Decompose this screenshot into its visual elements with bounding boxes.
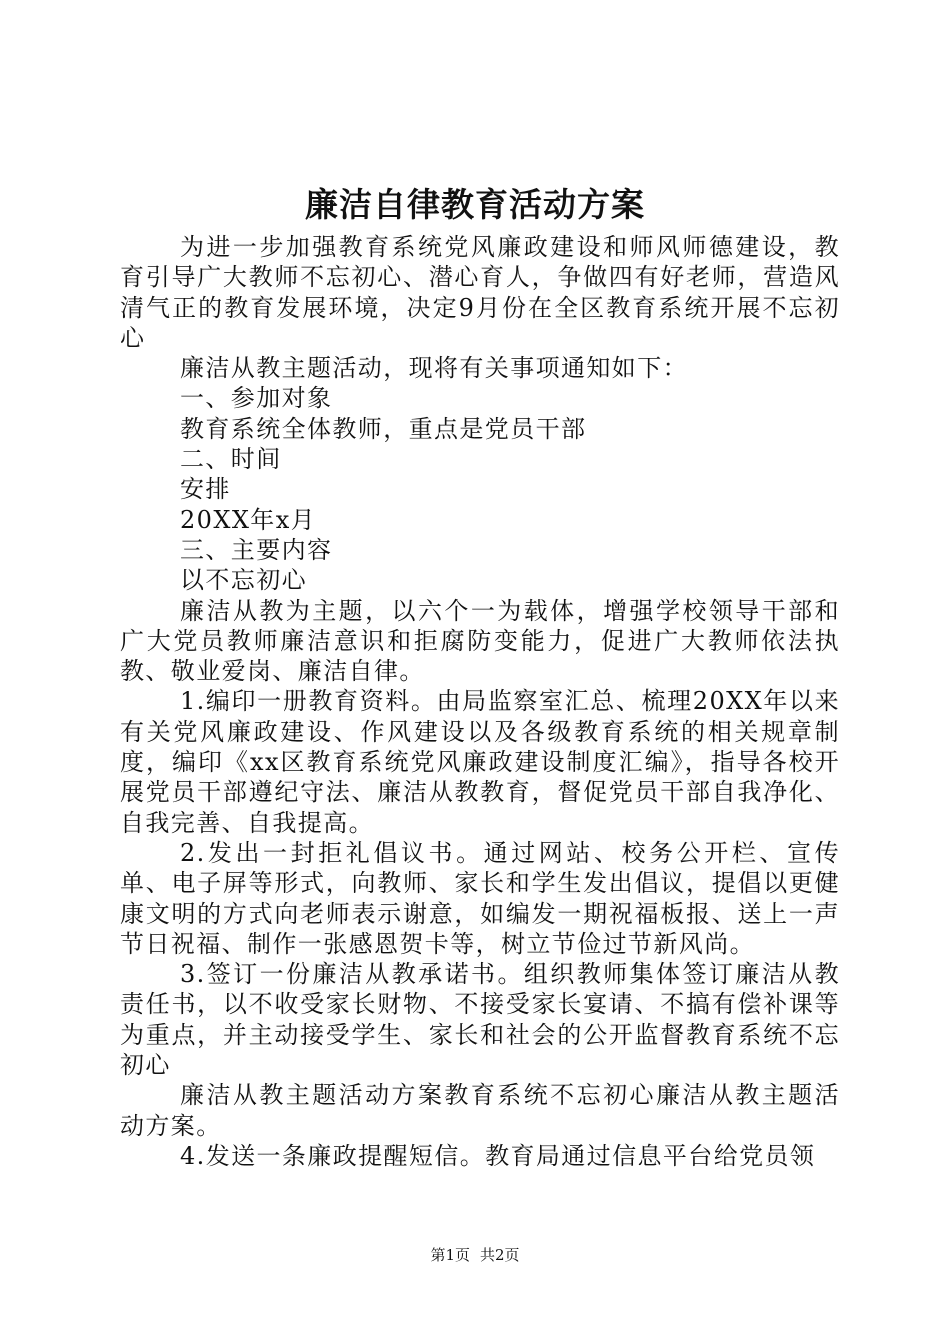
heading-participants: 一、参加对象 (180, 384, 333, 413)
paragraph-item-1: 1.编印一册教育资料。由局监察室汇总、梳理20XX年以来有关党风廉政建设、作风建设以及各级教育系统的相关规章制度，编印《xx区教育系统党风廉政建设制度汇编》，指导各校开展党员干部遵纪守法、廉洁从教教育，督促党员干部自我净化、自我完善、自我提高。 (120, 687, 840, 837)
paragraph-participants: 教育系统全体教师，重点是党员干部 (180, 414, 587, 443)
document-title: 廉洁自律教育活动方案 (305, 185, 645, 224)
heading-content: 三、主要内容 (180, 535, 333, 564)
paragraph-notice: 廉洁从教主题活动，现将有关事项通知如下： (180, 354, 688, 383)
paragraph-theme: 廉洁从教为主题，以六个一为载体，增强学校领导干部和广大党员教师廉洁意识和拒腐防变能力，促进广大教师依法执教、敬业爱岗、廉洁自律。 (120, 596, 840, 686)
page-number-current: 第1页 (430, 1246, 470, 1264)
heading-time: 二、时间 (180, 445, 282, 474)
page-number-total: 共2页 (480, 1246, 520, 1264)
paragraph-item-4: 4.发送一条廉政提醒短信。教育局通过信息平台给党员领 (180, 1141, 816, 1170)
paragraph-intro: 为进一步加强教育系统党风廉政建设和师风师德建设，教育引导广大教师不忘初心、潜心育人，争做四有好老师，营造风清气正的教育发展环境，决定9月份在全区教育系统开展不忘初心 (120, 233, 840, 352)
paragraph-item-3-cont: 廉洁从教主题活动方案教育系统不忘初心廉洁从教主题活动方案。 (120, 1081, 840, 1140)
document-body (120, 232, 840, 1171)
paragraph-theme-lead: 以不忘初心 (180, 566, 307, 595)
paragraph-arrangement: 安排 (180, 475, 231, 504)
paragraph-date: 20XX年x月 (180, 505, 317, 534)
paragraph-item-3: 3.签订一份廉洁从教承诺书。组织教师集体签订廉洁从教责任书，以不收受家长财物、不接受家长宴请、不搞有偿补课等为重点，并主动接受学生、家长和社会的公开监督教育系统不忘初心 (120, 960, 840, 1080)
paragraph-item-2: 2.发出一封拒礼倡议书。通过网站、校务公开栏、宣传单、电子屏等形式，向教师、家长和学生发出倡议，提倡以更健康文明的方式向老师表示谢意，如编发一期祝福板报、送上一声节日祝福、制作一张感恩贺卡等，树立节俭过节新风尚。 (120, 838, 840, 958)
page-footer (0, 1244, 950, 1266)
